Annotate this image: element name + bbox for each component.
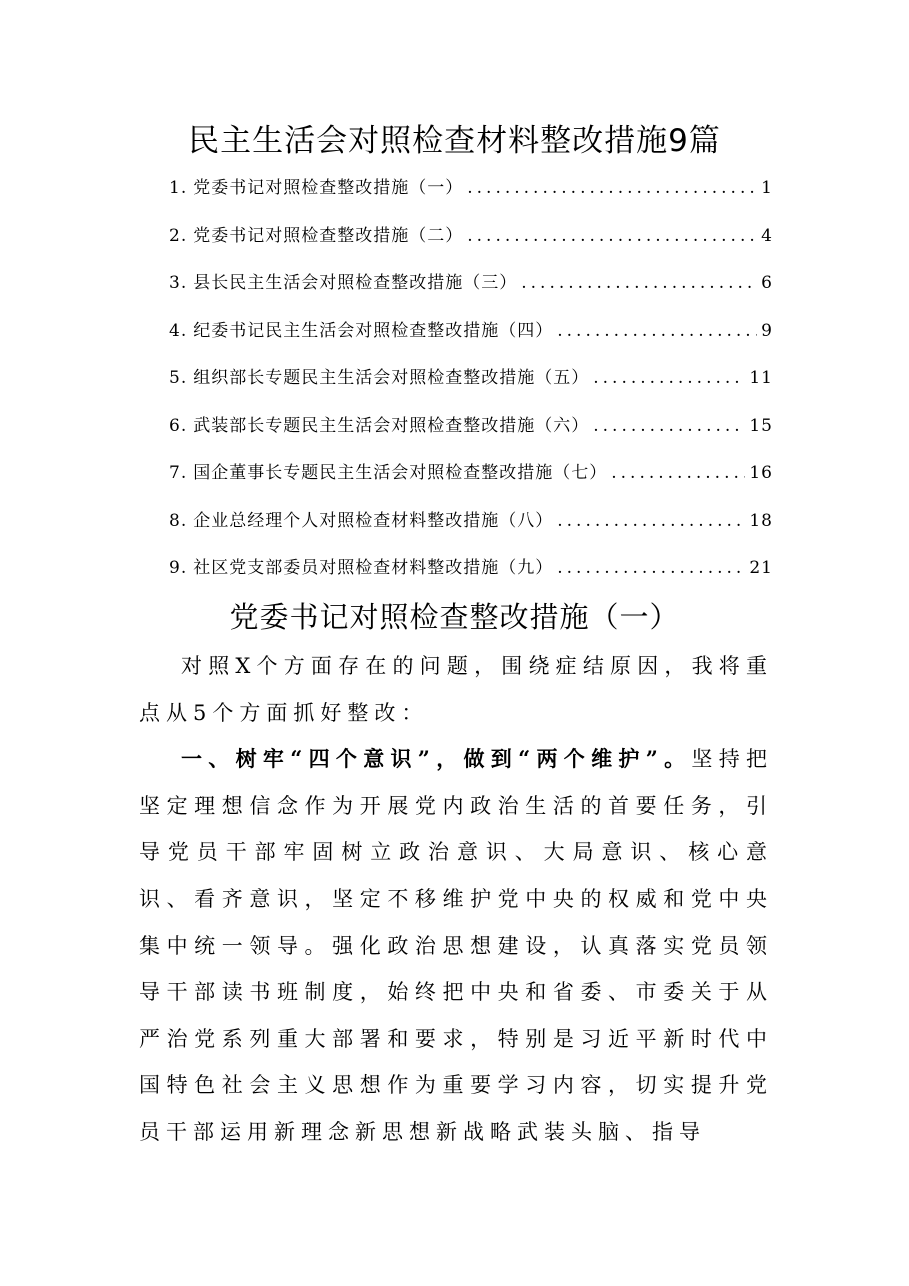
toc-item[interactable] <box>169 498 773 546</box>
toc-item-label: 纪委书记民主生活会对照检查整改措施（四） <box>193 320 554 341</box>
toc-item-page: 1 <box>761 178 773 198</box>
section-title: 党委书记对照检查整改措施（一） <box>229 600 680 634</box>
toc-item-page: 16 <box>749 463 773 483</box>
toc-item[interactable] <box>169 165 773 213</box>
toc-item-number: 8. <box>169 510 188 531</box>
table-of-contents <box>169 165 773 593</box>
toc-item-label: 组织部长专题民主生活会对照检查整改措施（五） <box>193 368 590 388</box>
toc-item-label: 党委书记对照检查整改措施（一） <box>193 178 464 198</box>
toc-leader-dots <box>521 260 757 308</box>
toc-item-number: 3. <box>169 273 188 293</box>
toc-item-label: 县长民主生活会对照检查整改措施（三） <box>193 273 518 293</box>
toc-item-number: 7. <box>169 463 188 483</box>
toc-item-page: 21 <box>749 558 773 578</box>
toc-item-number: 9. <box>169 558 188 578</box>
toc-item-number: 5. <box>169 368 188 388</box>
toc-item-number: 2. <box>169 225 188 246</box>
toc-item[interactable] <box>169 450 773 498</box>
point-1-paragraph <box>139 736 773 1155</box>
toc-item-label: 武装部长专题民主生活会对照检查整改措施（六） <box>193 415 590 436</box>
toc-item-page: 11 <box>749 368 773 388</box>
toc-item[interactable] <box>169 545 773 593</box>
toc-item-label: 党委书记对照检查整改措施（二） <box>193 225 464 246</box>
toc-leader-dots <box>467 213 757 261</box>
toc-item[interactable] <box>169 213 773 261</box>
intro-paragraph: 对照X个方面存在的问题，围绕症结原因，我将重点从5个方面抓好整改： <box>139 654 773 725</box>
toc-item-label: 国企董事长专题民主生活会对照检查整改措施（七） <box>193 463 608 483</box>
toc-item-page: 9 <box>761 320 773 341</box>
toc-leader-dots <box>593 403 745 451</box>
toc-leader-dots <box>593 355 745 403</box>
toc-item-page: 15 <box>749 415 773 436</box>
toc-item-page: 6 <box>761 273 773 293</box>
point-1-heading: 一、树牢“四个意识”，做到“两个维护”。 <box>181 746 692 772</box>
document-title: 民主生活会对照检查材料整改措施9篇 <box>188 123 721 159</box>
toc-item-label: 企业总经理个人对照检查材料整改措施（八） <box>193 510 554 531</box>
section-body <box>139 643 773 1156</box>
toc-item-page: 4 <box>761 225 773 246</box>
toc-item-page: 18 <box>749 510 773 531</box>
toc-item[interactable] <box>169 260 773 308</box>
toc-leader-dots <box>557 498 745 546</box>
toc-item[interactable] <box>169 403 773 451</box>
toc-item-number: 1. <box>169 178 188 198</box>
toc-item-label: 社区党支部委员对照检查材料整改措施（九） <box>193 558 554 578</box>
toc-item[interactable] <box>169 308 773 356</box>
toc-item[interactable] <box>169 355 773 403</box>
toc-item-number: 4. <box>169 320 188 341</box>
toc-leader-dots <box>611 450 745 498</box>
toc-item-number: 6. <box>169 415 188 436</box>
toc-leader-dots <box>557 545 745 593</box>
point-1-body: 坚持把坚定理想信念作为开展党内政治生活的首要任务，引导党员干部牢固树立政治意识、大局意识、核心意识、看齐意识，坚定不移维护党中央的权威和党中央集中统一领导。强化政治思想建设，认真落实党员领导干部读书班制度，始终把中央和省委、市委关于从严治党系列重大部署和要求，特别是习近平新时代中国特色社会主义思想作为重要学习内容，切实提升党员干部运用新理念新思想新战略武装头脑、指导 <box>139 747 773 1144</box>
toc-leader-dots <box>557 308 757 356</box>
toc-leader-dots <box>467 165 757 213</box>
